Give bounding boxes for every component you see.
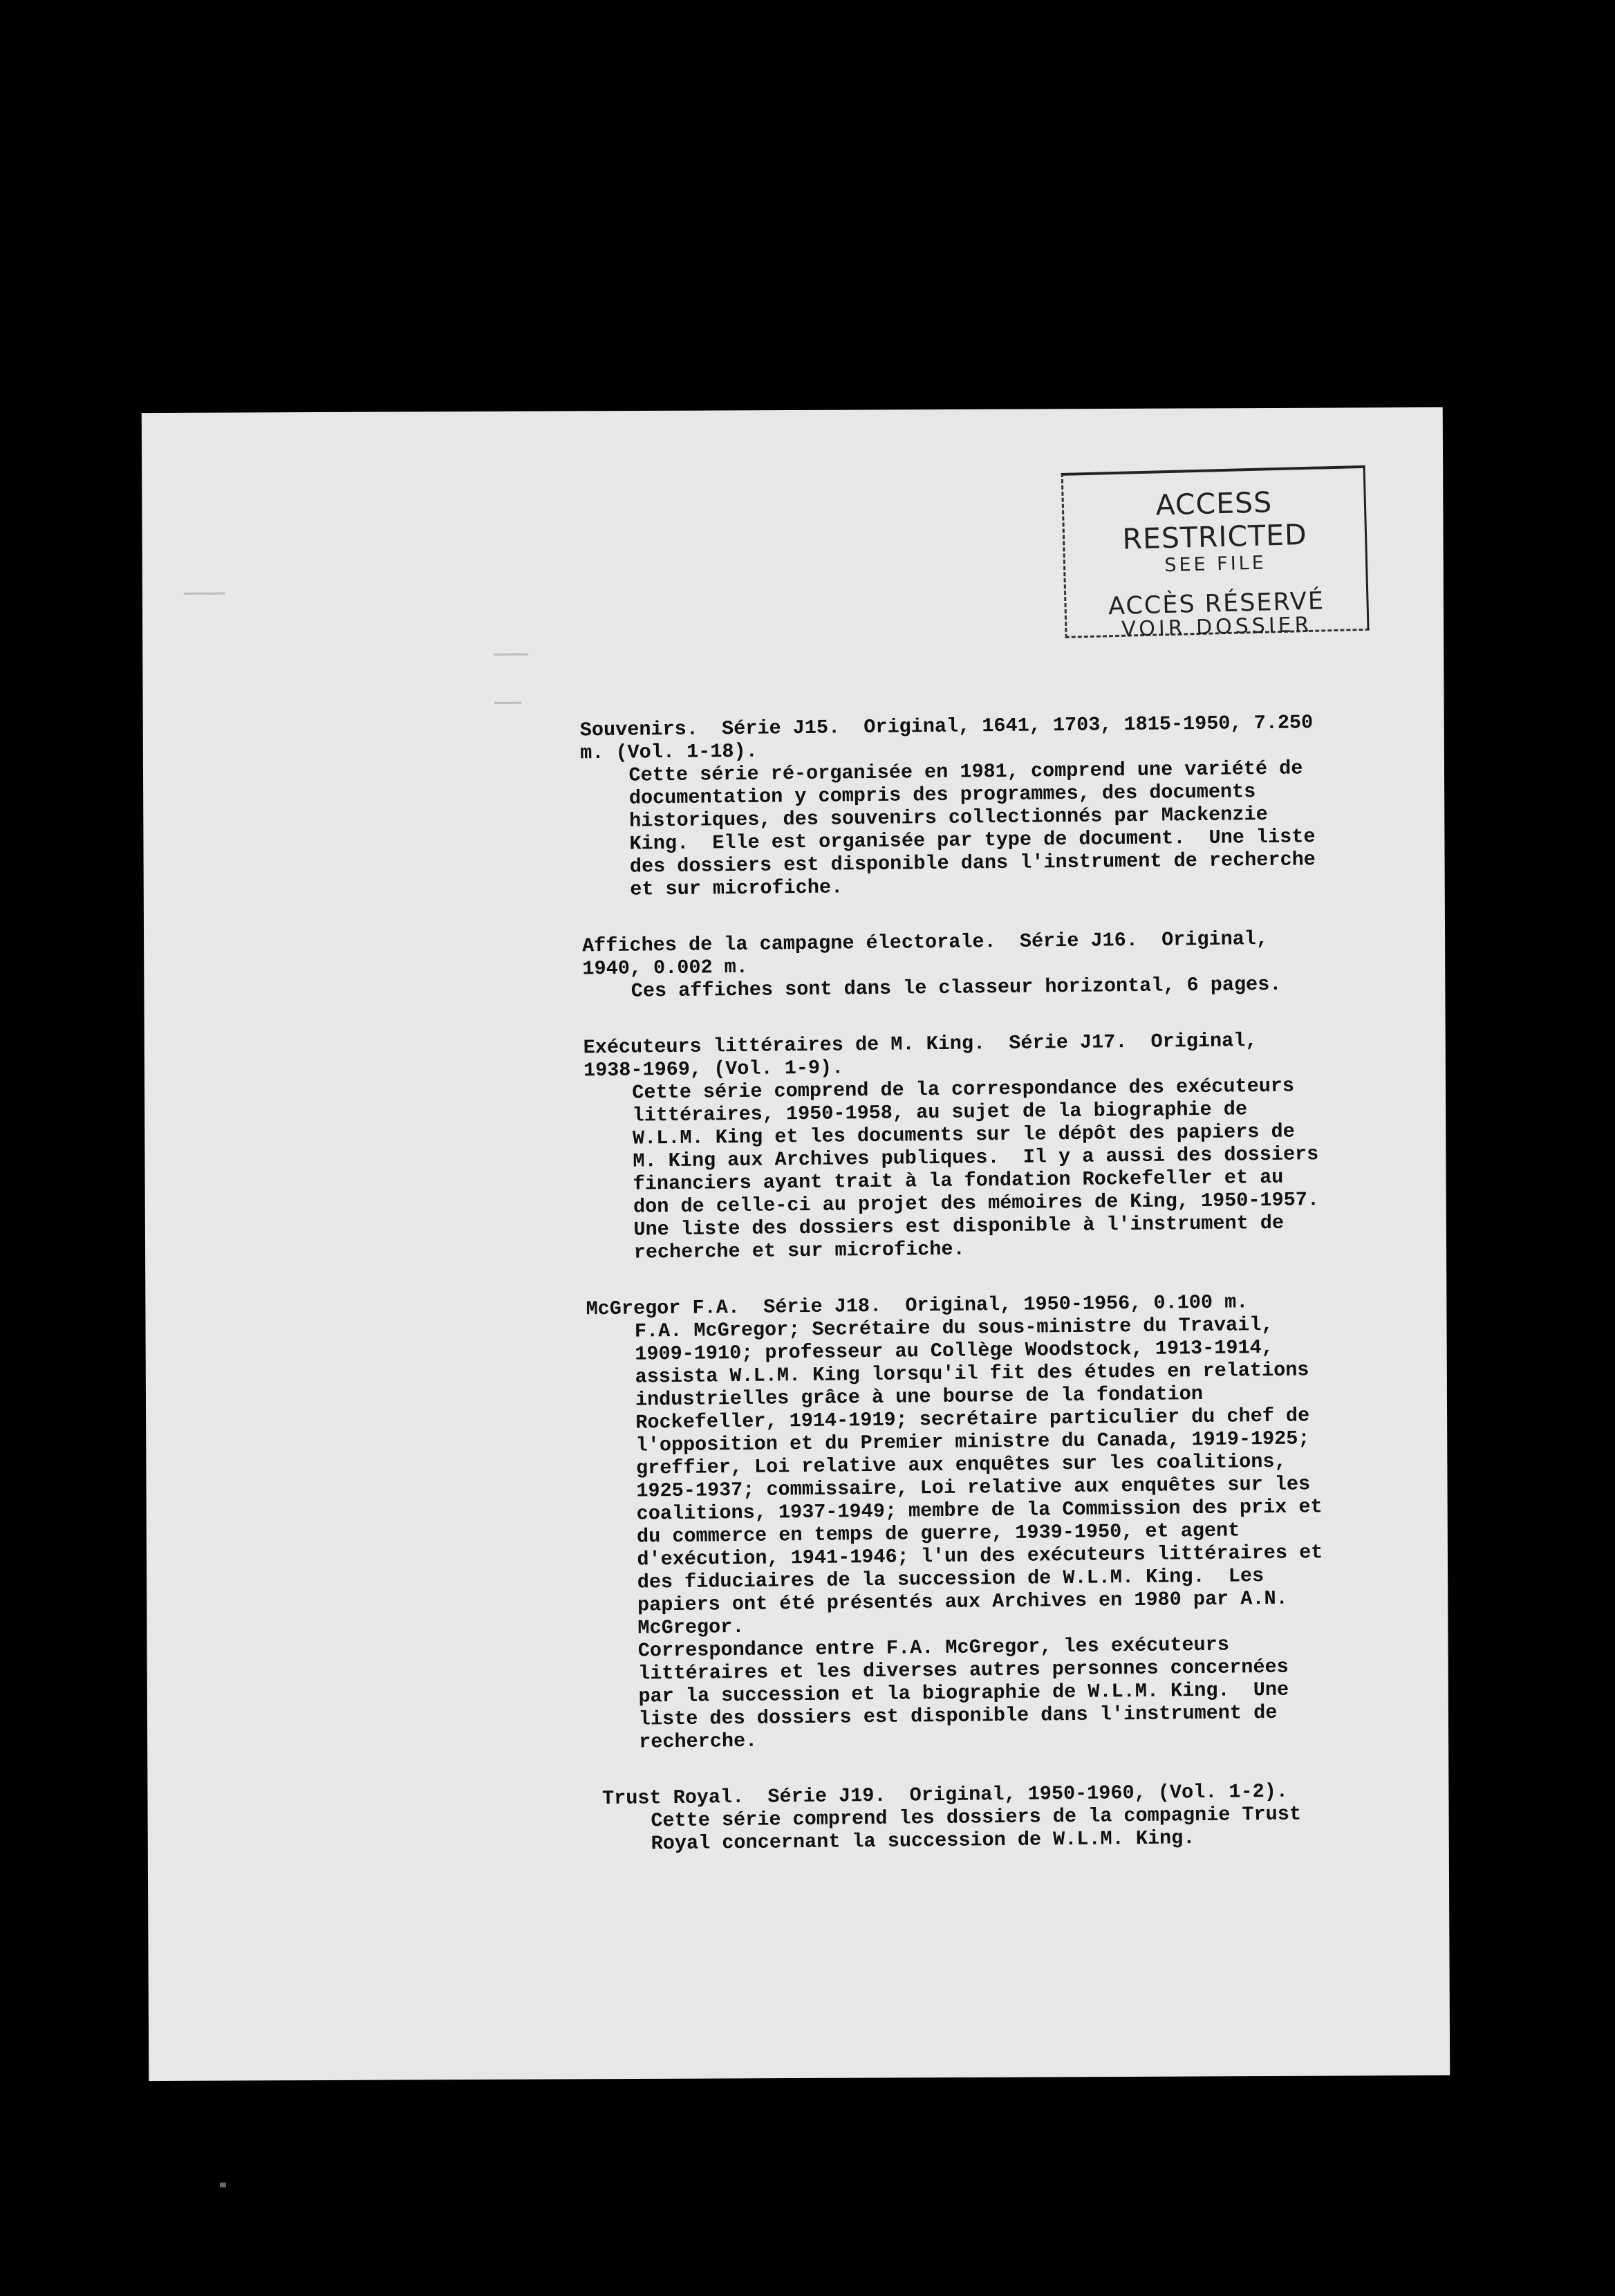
series-entry-j18	[586, 1288, 1455, 1754]
document-body	[580, 710, 1457, 1889]
page-smudge	[494, 654, 528, 656]
page-smudge	[184, 593, 225, 595]
series-entry-j15	[580, 710, 1446, 901]
entry-body-line: McGregor.	[637, 1615, 745, 1640]
entry-body-line: Une liste des dossiers est disponible à l'instrument de	[633, 1211, 1285, 1241]
entry-body-line: don de celle-ci au projet des mémoires de King, 1950-1957.	[633, 1188, 1320, 1219]
series-entry-j17	[583, 1027, 1449, 1264]
entry-body-line: liste des dossiers est disponible dans l'instrument de	[638, 1701, 1278, 1731]
entry-body-line: 1925-1937; commissaire, Loi relative aux enquêtes sur les	[636, 1472, 1311, 1503]
entry-body-line: W.L.M. King et les documents sur le dépôt des papiers de	[632, 1120, 1295, 1150]
entry-body-line: recherche et sur microfiche.	[633, 1237, 965, 1264]
entry-heading-line: m. (Vol. 1-18).	[580, 739, 758, 765]
entry-body-line: coalitions, 1937-1949; membre de la Commission des prix et	[636, 1495, 1323, 1526]
entry-body-line: Correspondance entre F.A. McGregor, les exécuteurs	[637, 1633, 1230, 1663]
document-page	[142, 407, 1450, 2081]
entry-body-line: recherche.	[639, 1729, 758, 1754]
entry-body-line: littéraires, 1950-1958, au sujet de la biographie de	[632, 1098, 1248, 1127]
scan-speck	[220, 2183, 226, 2187]
entry-body-line: Cette série comprend de la correspondance des exécuteurs	[632, 1074, 1295, 1104]
entry-body-line: par la succession et la biographie de W.L.M. King. Une	[638, 1678, 1289, 1708]
entry-body-line: Cette série comprend les dossiers de la compagnie Trust	[651, 1802, 1302, 1833]
entry-body-line: du commerce en temps de guerre, 1939-1950, et agent	[636, 1519, 1240, 1548]
entry-heading-line: 1940, 0.002 m.	[582, 955, 749, 981]
entry-body-line: Rockefeller, 1914-1919; secrétaire particulier du chef de	[635, 1404, 1310, 1434]
stamp-line-4: VOIR DOSSIER	[1121, 612, 1313, 642]
entry-body-line: papiers ont été présentés aux Archives en 1980 par A.N.	[637, 1586, 1288, 1617]
entry-body-line: d'exécution, 1941-1946; l'un des exécuteurs littéraires et	[637, 1541, 1323, 1571]
entry-body-line: M. King aux Archives publiques. Il y a aussi des dossiers	[633, 1142, 1319, 1173]
entry-body-line: F.A. McGregor; Secrétaire du sous-ministre du Travail,	[634, 1313, 1273, 1343]
stamp-line-3: ACCÈS RÉSERVÉ	[1108, 587, 1325, 621]
entry-body-line: 1909-1910; professeur au Collège Woodstock, 1913-1914,	[635, 1335, 1273, 1366]
stamp-line-1: ACCESS RESTRICTED	[1121, 485, 1308, 556]
access-restricted-stamp	[1061, 465, 1370, 642]
entry-body-line: historiques, des souvenirs collectionnés par Mackenzie	[629, 802, 1268, 833]
entry-body-line: des dossiers est disponible dans l'instrument de recherche	[629, 848, 1316, 878]
entry-body-line: des fiduciaires de la succession de W.L.M. King. Les	[637, 1564, 1264, 1594]
stamp-line-2: SEE FILE	[1164, 552, 1267, 577]
entry-body-line: Cette série ré-organisée en 1981, comprend une variété de	[628, 757, 1303, 787]
entry-heading-line: Souvenirs. Série J15. Original, 1641, 1703, 1815-1950, 7.250	[579, 711, 1314, 742]
entry-body-line: l'opposition et du Premier ministre du Canada, 1919-1925;	[635, 1427, 1310, 1457]
entry-heading-line: McGregor F.A. Série J18. Original, 1950-1956, 0.100 m.	[586, 1290, 1249, 1321]
entry-body-line: littéraires et les diverses autres personnes concernées	[637, 1655, 1289, 1685]
series-entry-j19	[602, 1778, 1456, 1855]
entry-body-line: industrielles grâce à une bourse de la fondation	[635, 1382, 1204, 1411]
entry-body-line: financiers ayant trait à la fondation Rockefeller et au	[633, 1165, 1284, 1196]
entry-heading-line: 1938-1969, (Vol. 1-9).	[583, 1056, 844, 1082]
entry-body-line: et sur microfiche.	[630, 876, 843, 901]
entry-heading-line: Exécuteurs littéraires de M. King. Série J17. Original,	[583, 1029, 1258, 1059]
entry-body-line: documentation y compris des programmes, des documents	[628, 780, 1256, 810]
page-smudge	[494, 702, 522, 704]
entry-body-line: greffier, Loi relative aux enquêtes sur les coalitions,	[635, 1450, 1287, 1480]
entry-body-line: Ces affiches sont dans le classeur horizontal, 6 pages.	[631, 972, 1282, 1003]
entry-body-line: King. Elle est organisée par type de document. Une liste	[629, 825, 1316, 855]
entry-heading-line: Affiches de la campagne électorale. Série J16. Original,	[581, 927, 1269, 958]
entry-body-line: Royal concernant la succession de W.L.M. King.	[651, 1826, 1195, 1855]
entry-body-line: assista W.L.M. King lorsqu'il fit des études en relations	[635, 1358, 1309, 1389]
series-entry-j16	[582, 925, 1447, 1003]
entry-heading-line: Trust Royal. Série J19. Original, 1950-1960, (Vol. 1-2).	[601, 1779, 1289, 1811]
